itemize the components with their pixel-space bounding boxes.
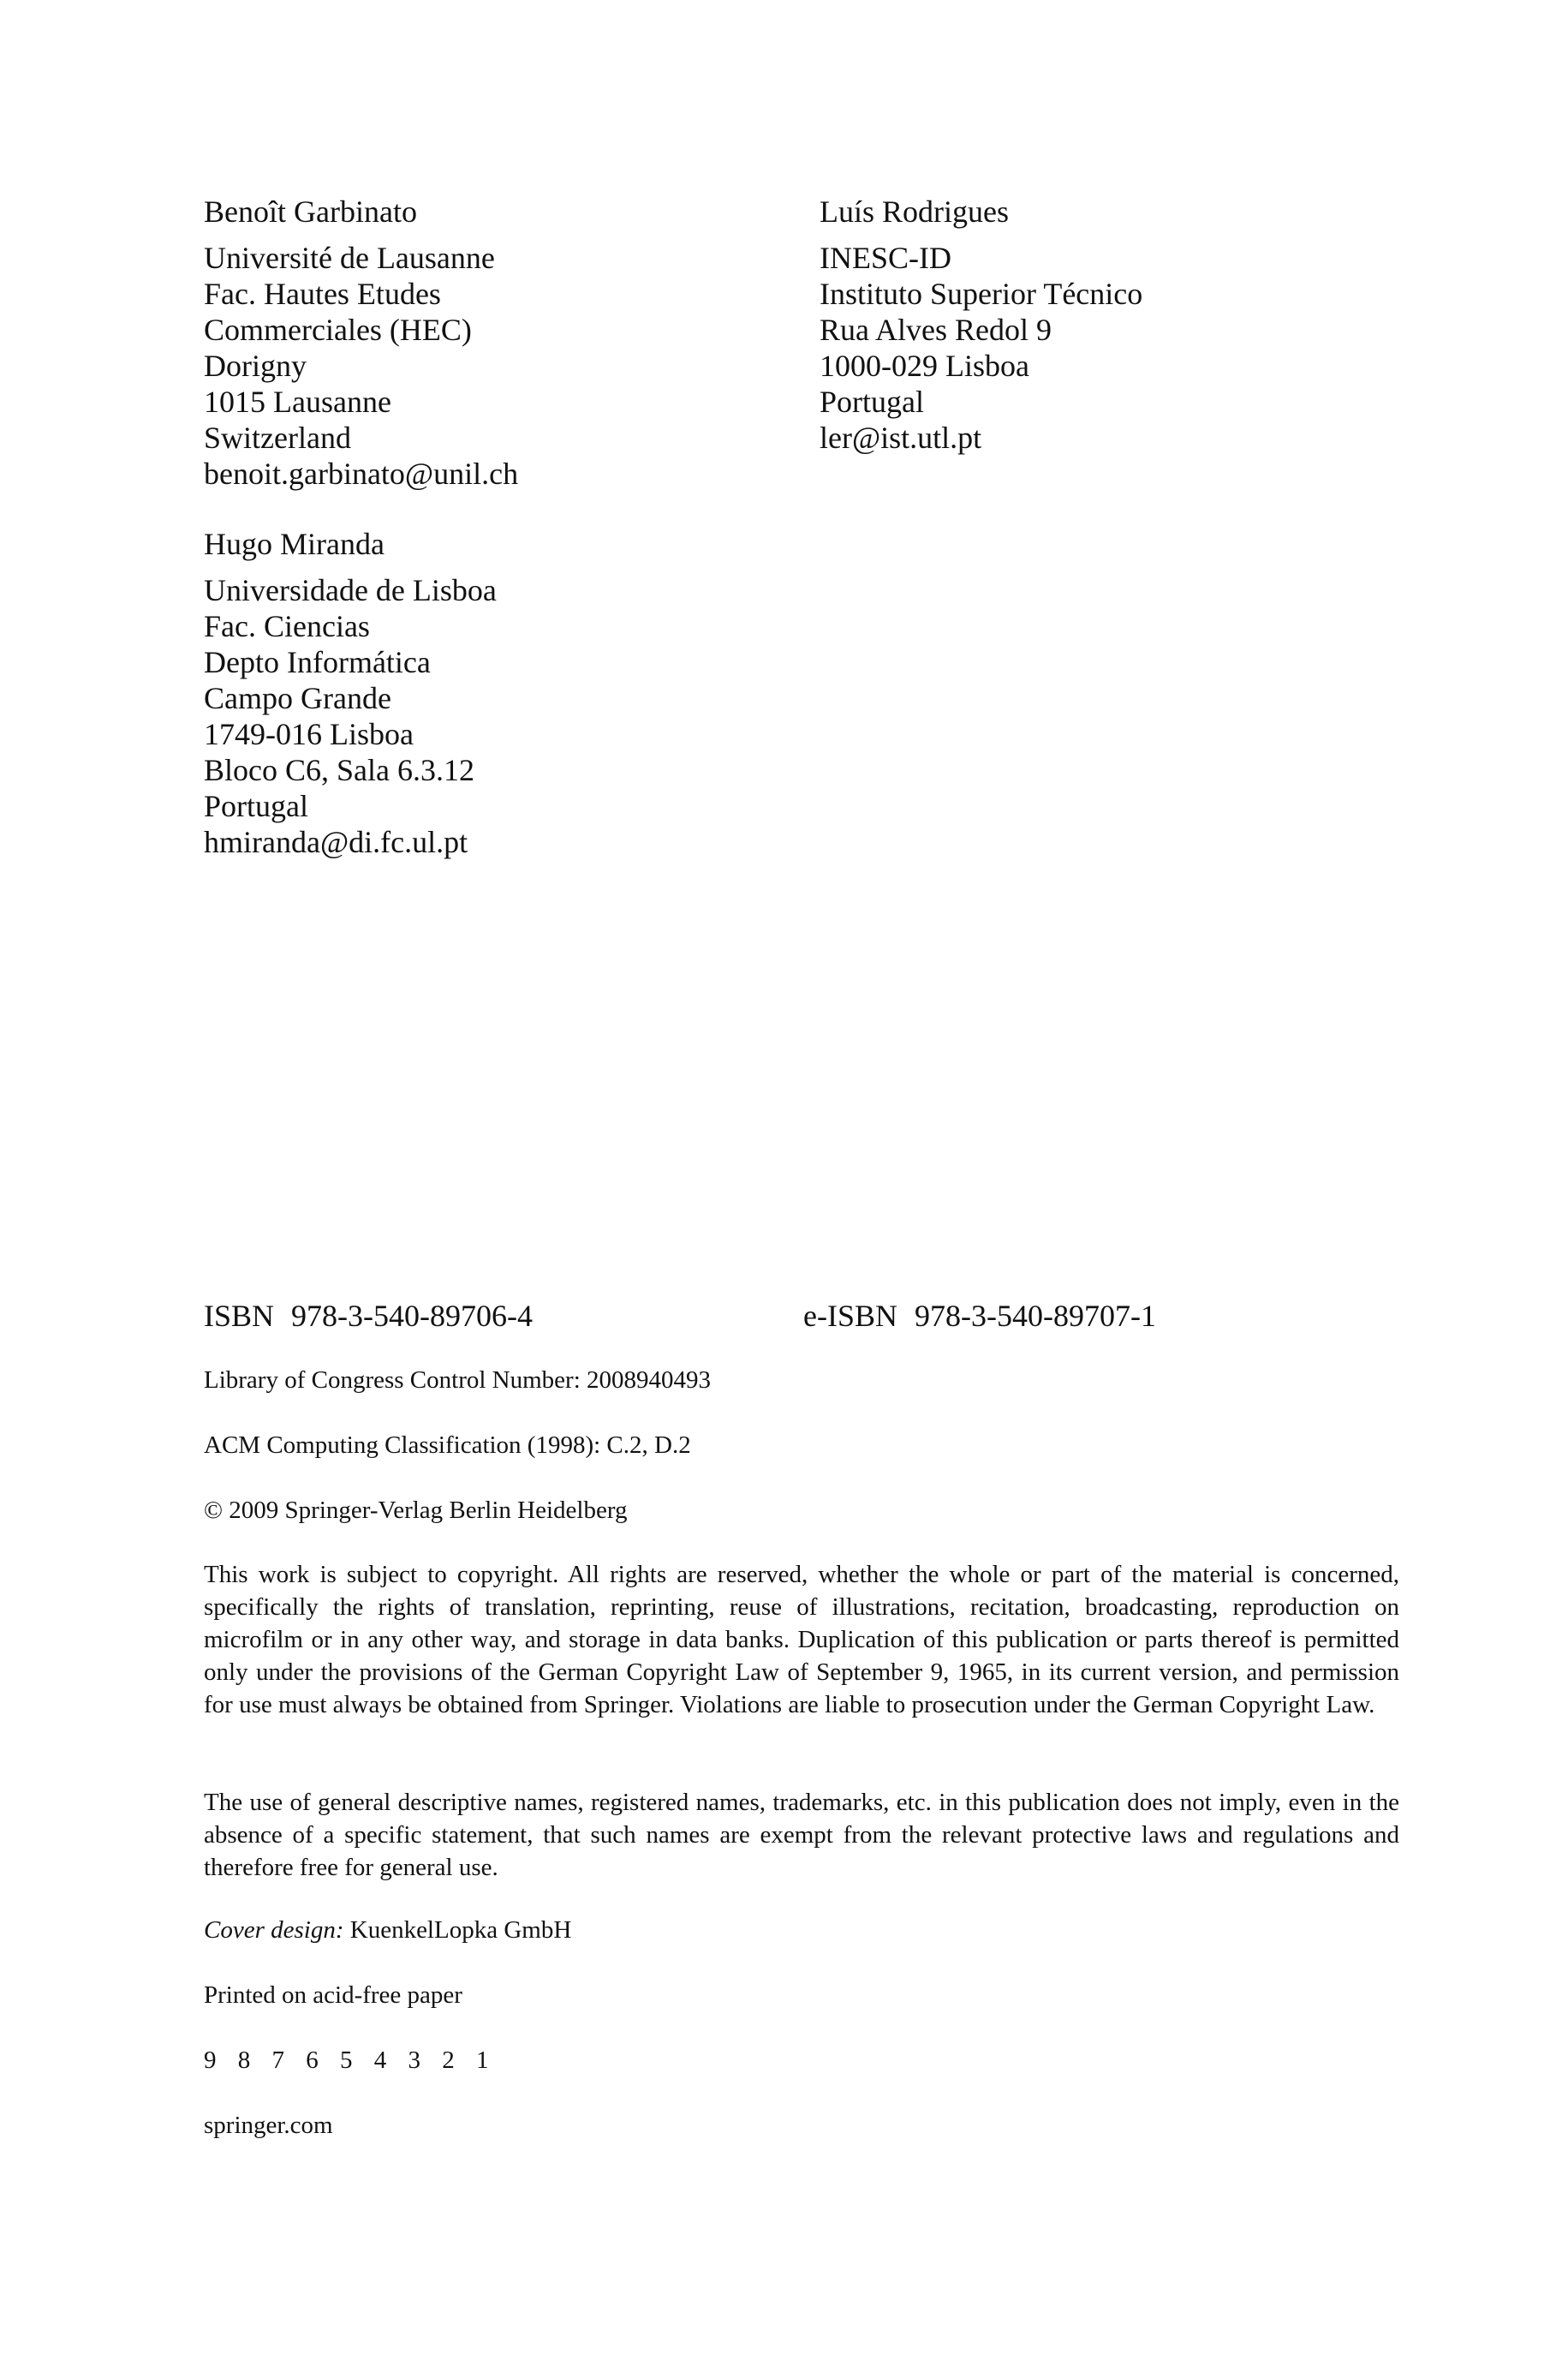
author-email: benoit.garbinato@unil.ch [204,457,519,491]
printer-key-line: 9 8 7 6 5 4 3 2 1 [204,2046,497,2074]
isbn-label: ISBN [204,1299,275,1333]
copyright-notice: © 2009 Springer-Verlag Berlin Heidelberg [204,1497,628,1524]
address-line: Fac. Ciencias [204,609,370,643]
author-name: Luís Rodrigues [820,194,1009,229]
address-line: Universidade de Lisboa [204,573,497,607]
address-line: Portugal [204,789,308,823]
cover-design-label: Cover design: [204,1916,344,1944]
address-line: 1000-029 Lisboa [820,349,1029,383]
eisbn-label: e-ISBN [803,1299,897,1333]
address-line: Switzerland [204,421,351,455]
cover-design-value: KuenkelLopka GmbH [349,1916,572,1944]
address-line: Depto Informática [204,645,431,679]
address-line: Instituto Superior Técnico [820,277,1143,311]
lccn-line: Library of Congress Control Number: 2008940493 [204,1366,712,1394]
publisher-url: springer.com [204,2112,333,2139]
author-address-garbinato [204,194,518,492]
address-line: Fac. Hautes Etudes [204,277,441,311]
address-line: Portugal [820,385,924,419]
author-address-rodrigues [820,194,1142,456]
cover-design-credit [204,1914,1399,1946]
author-email: hmiranda@di.fc.ul.pt [204,825,468,859]
eisbn-value: 978-3-540-89707-1 [915,1299,1156,1333]
address-line: Campo Grande [204,681,391,715]
isbn-print [204,1298,533,1334]
trademark-paragraph: The use of general descriptive names, registered names, trademarks, etc. in this publication does not imply, even in the absence of a specific statement, that such names are exempt from the relevant protective laws and regulations and therefore free for general use. [204,1789,1399,1881]
rights-paragraph: This work is subject to copyright. All rights are reserved, whether the whole or part of the material is concerned, specifically the rights of translation, reprinting, reuse of illustrations, recitation, broadcasting, reproduction on microfilm or in any other way, and storage in data banks. Duplication of this publication or parts thereof is permitted only under the provisions of the German Copyright Law of September 9, 1965, in its current version, and permission for use must always be obtained from Springer. Violations are liable to prosecution under the German Copyright Law. [204,1561,1399,1718]
author-email: ler@ist.utl.pt [820,421,982,455]
address-line: INESC-ID [820,241,951,275]
address-line: Commerciales (HEC) [204,313,472,347]
address-line: 1015 Lausanne [204,385,391,419]
address-line: Dorigny [204,349,307,383]
acm-classification: ACM Computing Classification (1998): C.2, D.2 [204,1431,691,1459]
address-line: Université de Lausanne [204,241,495,275]
author-name: Hugo Miranda [204,527,385,561]
acid-free-note: Printed on acid-free paper [204,1981,462,2009]
isbn-electronic [803,1298,1156,1334]
author-address-miranda [204,526,497,860]
author-name: Benoît Garbinato [204,194,417,229]
isbn-value: 978-3-540-89706-4 [291,1299,533,1333]
address-line: 1749-016 Lisboa [204,717,414,751]
address-line: Bloco C6, Sala 6.3.12 [204,753,474,787]
address-line: Rua Alves Redol 9 [820,313,1052,347]
